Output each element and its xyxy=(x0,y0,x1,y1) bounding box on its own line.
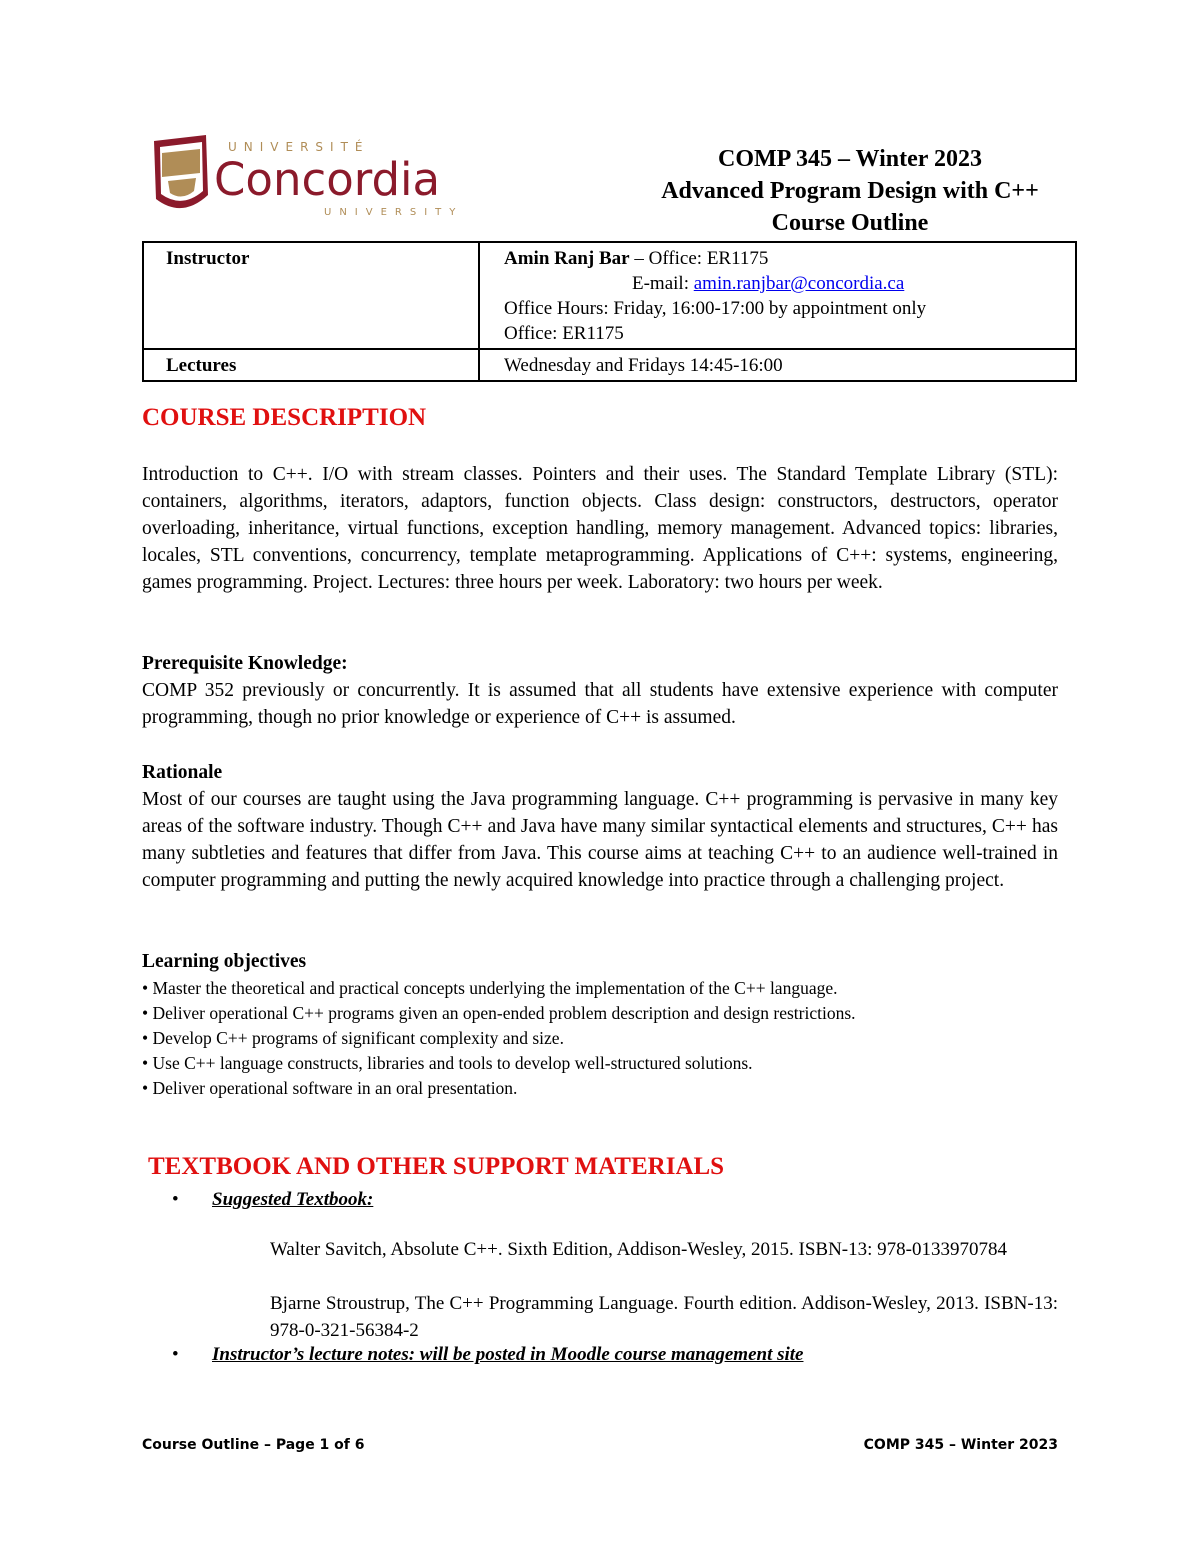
footer-course-label: COMP 345 – Winter 2023 xyxy=(863,1437,1058,1453)
table-row xyxy=(143,349,1076,381)
instructor-label: Instructor xyxy=(143,242,479,349)
lecture-notes-label: Instructor’s lecture notes: will be posted in Moodle course management site xyxy=(212,1344,804,1365)
rationale-text: Most of our courses are taught using the Java programming language. C++ programming is pervasive in many key areas of the software industry. Though C++ and Java have many similar syntactical elements and structures, C++ has many subtleties and features that differ from Java. This course aims at teaching C++ to an audience well-trained in computer programming and putting the newly acquired knowledge into practice through a challenging project. xyxy=(142,789,1058,891)
list-item: • Deliver operational C++ programs given an open-ended problem description and design restrictions. xyxy=(142,1003,856,1023)
suggested-textbook-label: Suggested Textbook: xyxy=(212,1189,374,1210)
email-link[interactable]: amin.ranjbar@concordia.ca xyxy=(693,273,905,294)
list-item: • Use C++ language constructs, libraries and tools to develop well-structured solutions. xyxy=(142,1053,753,1073)
concordia-shield-icon xyxy=(148,133,473,228)
lectures-label: Lectures xyxy=(143,349,479,381)
email-label: E-mail: xyxy=(632,273,694,294)
course-description-heading: COURSE DESCRIPTION xyxy=(142,404,427,431)
title-outline: Course Outline xyxy=(771,210,929,236)
document-title xyxy=(560,143,1140,239)
office-hours: Office Hours: Friday, 16:00-17:00 by appointment only xyxy=(504,298,927,319)
office-location: Office: ER1175 xyxy=(504,323,624,344)
logo-top-text: UNIVERSITÉ xyxy=(228,140,370,154)
list-item: • Develop C++ programs of significant complexity and size. xyxy=(142,1028,564,1048)
prerequisite-text: COMP 352 previously or concurrently. It is assumed that all students have extensive experience with computer programming, though no prior knowledge or experience of C++ is assumed. xyxy=(142,680,1058,728)
textbook-entry-1: Walter Savitch, Absolute C++. Sixth Edition, Addison-Wesley, 2015. ISBN-13: 978-0133970784 xyxy=(270,1239,1007,1260)
learning-objectives-heading: Learning objectives xyxy=(142,951,307,972)
title-course-name: Advanced Program Design with C++ xyxy=(661,178,1039,204)
bullet-icon: • xyxy=(172,1189,179,1210)
logo-wordmark: Concordia xyxy=(214,153,441,206)
concordia-logo xyxy=(148,133,473,228)
list-item: • Master the theoretical and practical concepts underlying the implementation of the C++ language. xyxy=(142,978,838,998)
course-description-text: Introduction to C++. I/O with stream classes. Pointers and their uses. The Standard Template Library (STL): containers, algorithms, iterators, adaptors, function objects. Class design: constructors, destructors, operator overloading, inheritance, virtual functions, exception handling, memory management. Advanced topics: libraries, locales, STL conventions, concurrency, template metaprogramming. Applications of C++: systems, engineering, games programming. Project. Lectures: three hours per week. Laboratory: two hours per week. xyxy=(142,464,1058,593)
rationale-heading: Rationale xyxy=(142,762,223,783)
logo-bottom-text: UNIVERSITY xyxy=(324,207,464,218)
learning-objectives-heading-wrap xyxy=(142,948,1058,975)
footer-page-label: Course Outline – Page 1 of 6 xyxy=(142,1437,365,1453)
instructor-name: Amin Ranj Bar xyxy=(504,248,630,269)
list-item: • Deliver operational software in an oral presentation. xyxy=(142,1078,518,1098)
textbook-entry-2: Bjarne Stroustrup, The C++ Programming Language. Fourth edition. Addison-Wesley, 2013. ISBN-13: 978-0-321-56384-2 xyxy=(270,1293,1058,1341)
rationale-section xyxy=(142,759,1058,894)
textbook-heading: TEXTBOOK AND OTHER SUPPORT MATERIALS xyxy=(148,1153,725,1180)
instructor-details xyxy=(479,242,1076,349)
lectures-value: Wednesday and Fridays 14:45-16:00 xyxy=(479,349,1076,381)
prerequisite-heading: Prerequisite Knowledge: xyxy=(142,653,348,674)
learning-objectives-list xyxy=(142,976,856,1101)
title-course-term: COMP 345 – Winter 2023 xyxy=(718,146,982,172)
bullet-icon: • xyxy=(172,1344,179,1365)
instructor-office-inline: – Office: ER1175 xyxy=(629,248,769,269)
prerequisite-section xyxy=(142,650,1058,731)
table-row xyxy=(143,242,1076,349)
instructor-table xyxy=(142,241,1077,382)
